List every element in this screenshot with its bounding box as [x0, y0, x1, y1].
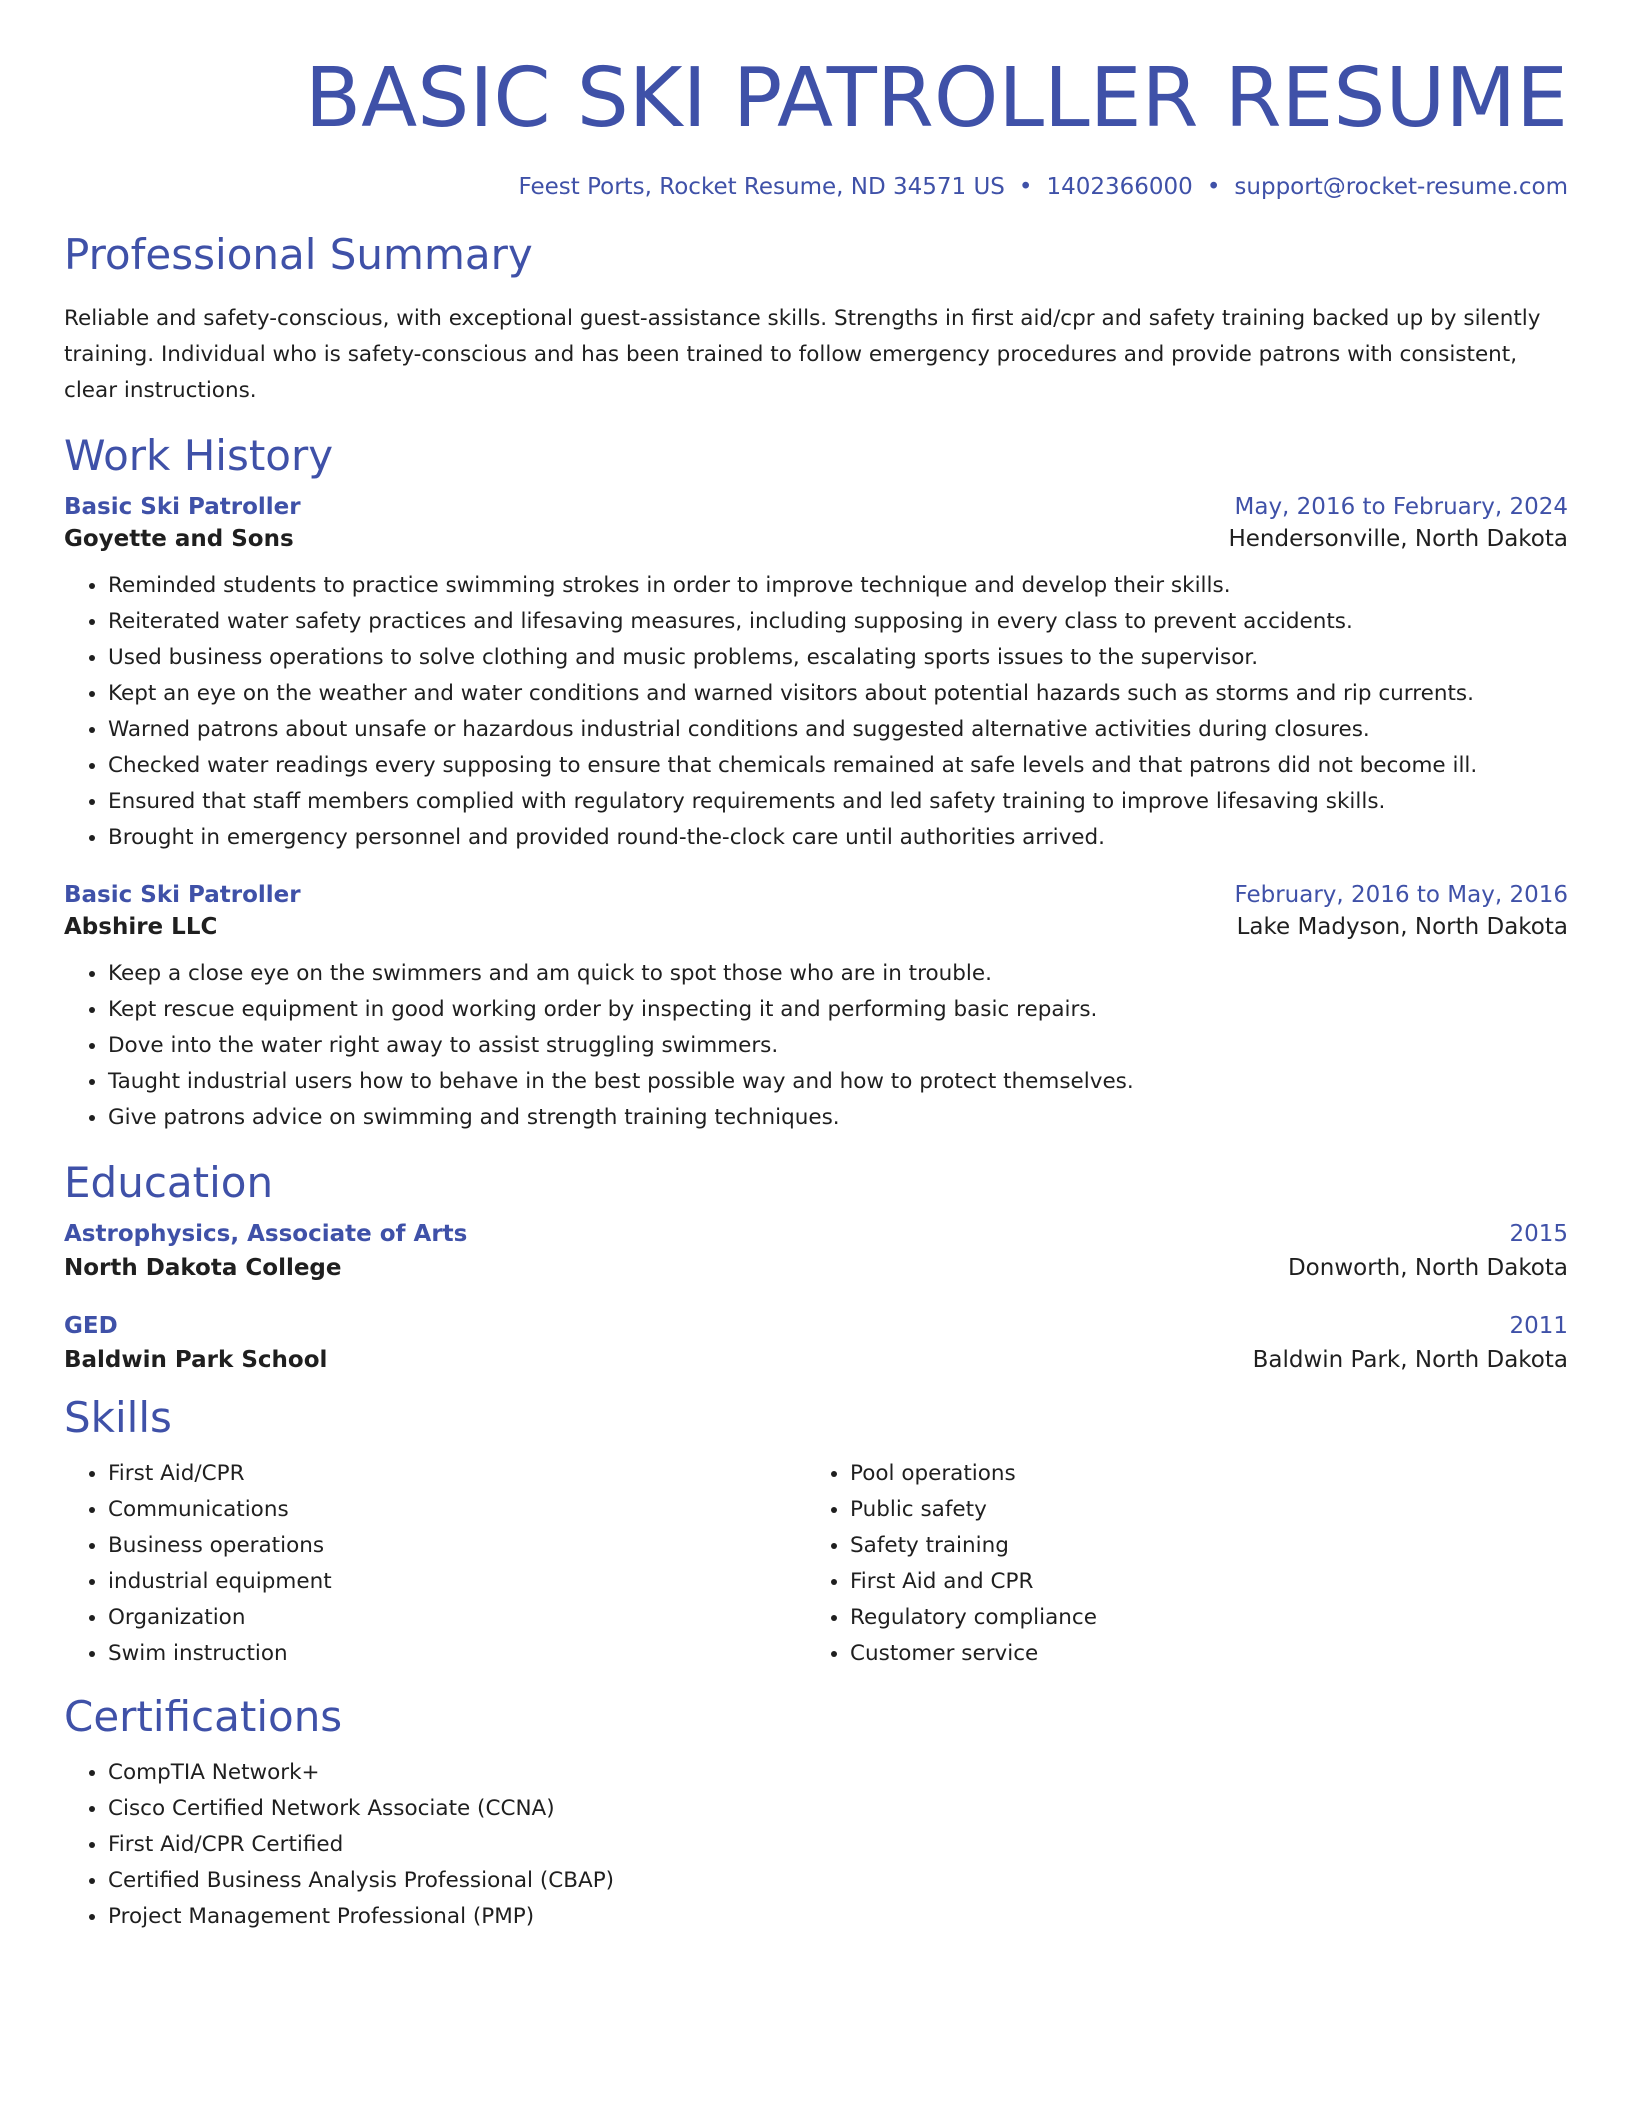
job-entry	[64, 494, 1568, 856]
skills-column-right	[806, 1456, 1548, 1672]
job-bullets	[64, 568, 1568, 856]
job-entry	[64, 882, 1568, 1136]
education-location: Donworth, North Dakota	[1287, 1255, 1568, 1282]
education-location: Baldwin Park, North Dakota	[1252, 1347, 1568, 1374]
list-item: • Safety training	[850, 1528, 1548, 1564]
work-history-heading: Work History	[64, 431, 334, 481]
list-item: • Kept an eye on the weather and water conditions and warned visitors about potential hazards such as storms and rip currents.	[108, 676, 1568, 712]
education-degree: GED	[64, 1313, 118, 1340]
job-title: Basic Ski Patroller	[64, 494, 301, 521]
list-item: • Business operations	[108, 1528, 806, 1564]
list-item: • Pool operations	[850, 1456, 1548, 1492]
list-item: • Dove into the water right away to assist struggling swimmers.	[108, 1028, 1568, 1064]
education-school: Baldwin Park School	[64, 1347, 328, 1374]
list-item: • First Aid/CPR	[108, 1456, 806, 1492]
education-degree: Astrophysics, Associate of Arts	[64, 1221, 468, 1248]
education-heading: Education	[64, 1158, 274, 1208]
list-item: • Checked water readings every supposing to ensure that chemicals remained at safe levels and that patrons did not become ill.	[108, 748, 1568, 784]
list-item: • Reiterated water safety practices and lifesaving measures, including supposing in every class to prevent accidents.	[108, 604, 1568, 640]
job-location: Hendersonville, North Dakota	[1228, 526, 1568, 553]
job-company: Abshire LLC	[64, 914, 218, 941]
certifications-heading: Certifications	[64, 1692, 343, 1742]
contact-line	[64, 174, 1568, 200]
summary-heading: Professional Summary	[64, 230, 533, 280]
contact-separator: •	[1206, 174, 1221, 201]
list-item: • Regulatory compliance	[850, 1600, 1548, 1636]
list-item: • Ensured that staff members complied with regulatory requirements and led safety training to improve lifesaving skills.	[108, 784, 1568, 820]
contact-separator: •	[1018, 174, 1033, 201]
job-title: Basic Ski Patroller	[64, 882, 301, 909]
education-entry	[64, 1313, 1568, 1373]
list-item: • Used business operations to solve clothing and music problems, escalating sports issues to the supervisor.	[108, 640, 1568, 676]
job-bullets	[64, 956, 1568, 1136]
list-item: • industrial equipment	[108, 1564, 806, 1600]
list-item: • Swim instruction	[108, 1636, 806, 1672]
resume-name: BASIC SKI PATROLLER RESUME	[304, 51, 1568, 146]
job-company: Goyette and Sons	[64, 526, 294, 553]
contact-email: support@rocket-resume.com	[1234, 174, 1568, 201]
list-item: • Cisco Certified Network Associate (CCNA)	[108, 1791, 1568, 1827]
list-item: • Customer service	[850, 1636, 1548, 1672]
list-item: • Brought in emergency personnel and provided round-the-clock care until authorities arrived.	[108, 820, 1568, 856]
education-year: 2015	[1509, 1221, 1568, 1248]
list-item: • Project Management Professional (PMP)	[108, 1899, 1568, 1935]
list-item: • Taught industrial users how to behave in the best possible way and how to protect themselves.	[108, 1064, 1568, 1100]
job-dates: May, 2016 to February, 2024	[1234, 494, 1568, 521]
list-item: • First Aid and CPR	[850, 1564, 1548, 1600]
education-entry	[64, 1221, 1568, 1281]
list-item: • First Aid/CPR Certified	[108, 1827, 1568, 1863]
list-item: • Reminded students to practice swimming strokes in order to improve technique and develop their skills.	[108, 568, 1568, 604]
list-item: • CompTIA Network+	[108, 1755, 1568, 1791]
contact-phone: 1402366000	[1046, 174, 1193, 201]
list-item: • Public safety	[850, 1492, 1548, 1528]
skills-list	[64, 1456, 1568, 1672]
contact-address: Feest Ports, Rocket Resume, ND 34571 US	[518, 174, 1005, 201]
job-dates: February, 2016 to May, 2016	[1234, 882, 1568, 909]
job-location: Lake Madyson, North Dakota	[1236, 914, 1568, 941]
list-item: • Kept rescue equipment in good working order by inspecting it and performing basic repairs.	[108, 992, 1568, 1028]
education-year: 2011	[1509, 1313, 1568, 1340]
certifications-list	[64, 1755, 1568, 1935]
list-item: • Give patrons advice on swimming and strength training techniques.	[108, 1100, 1568, 1136]
summary-text: Reliable and safety-conscious, with exceptional guest-assistance skills. Strengths in first aid/cpr and safety training backed up by silently training. Individual who is safety-conscious and has been trained to follow emergency procedures and provide patrons with consistent, clear instructions.	[64, 306, 1541, 404]
list-item: • Organization	[108, 1600, 806, 1636]
education-school: North Dakota College	[64, 1255, 342, 1282]
list-item: • Communications	[108, 1492, 806, 1528]
skills-heading: Skills	[64, 1393, 172, 1443]
list-item: • Certified Business Analysis Professional (CBAP)	[108, 1863, 1568, 1899]
list-item: • Warned patrons about unsafe or hazardous industrial conditions and suggested alternative activities during closures.	[108, 712, 1568, 748]
list-item: • Keep a close eye on the swimmers and am quick to spot those who are in trouble.	[108, 956, 1568, 992]
skills-column-left	[64, 1456, 806, 1672]
